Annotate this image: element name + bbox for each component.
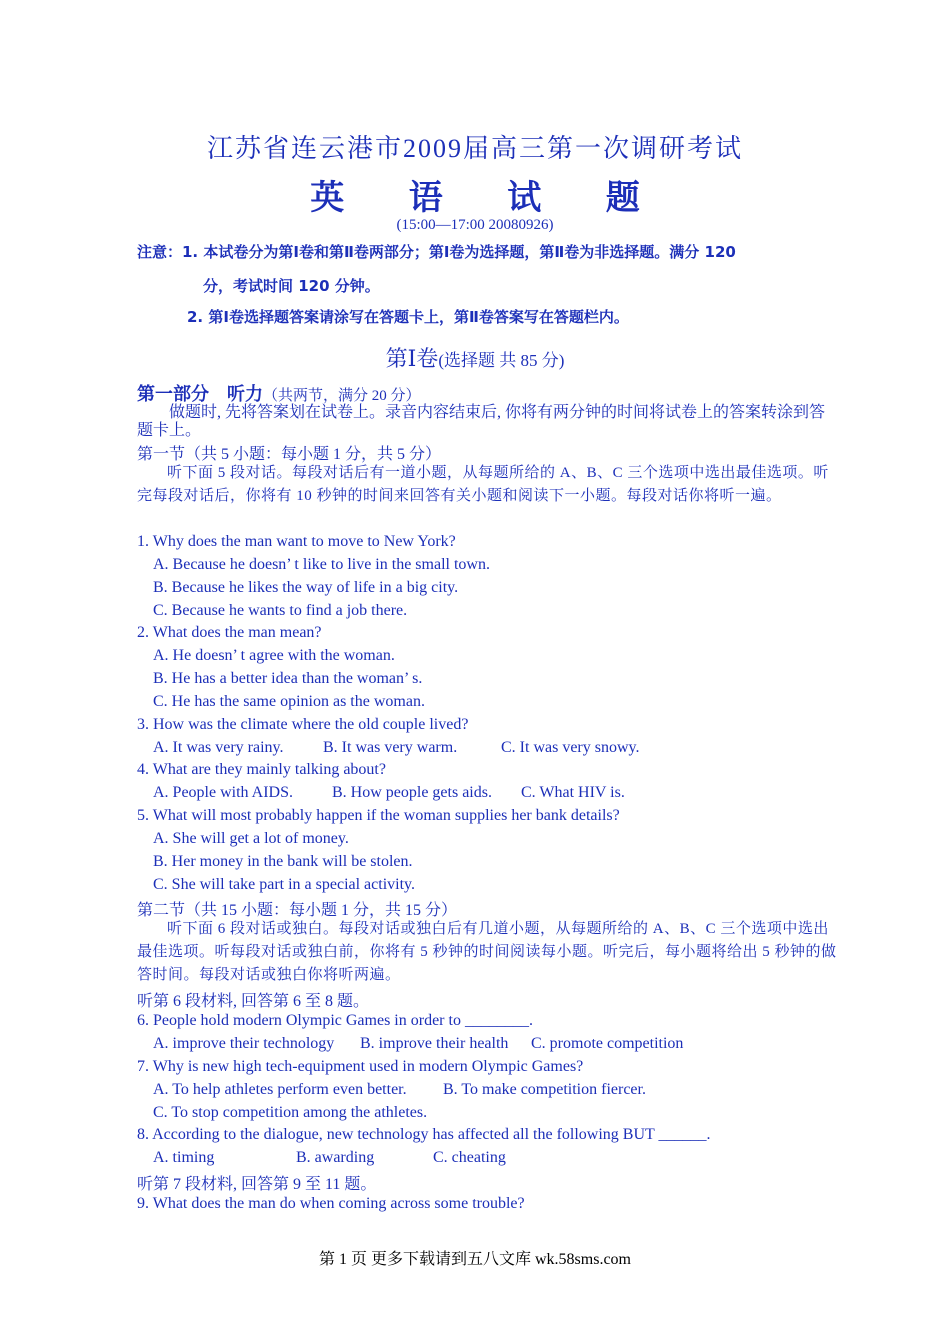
option-4c: C. What HIV is.	[521, 784, 625, 801]
option-2b: B. He has a better idea than the woman’ s.	[153, 670, 423, 687]
question-1: 1. Why does the man want to move to New York?	[137, 533, 456, 550]
option-7a: A. To help athletes perform even better.	[153, 1081, 407, 1098]
option-5b: B. Her money in the bank will be stolen.	[153, 853, 413, 870]
option-1b: B. Because he likes the way of life in a big city.	[153, 579, 459, 596]
note-1-cont: 分，考试时间 120 分钟。	[203, 277, 380, 295]
option-2a: A. He doesn’ t agree with the woman.	[153, 647, 395, 664]
part1-sub: （共两节，满分 20 分）	[263, 388, 421, 404]
option-6c: C. promote competition	[531, 1035, 684, 1052]
option-1c: C. Because he wants to find a job there.	[153, 602, 408, 619]
volume-heading	[0, 342, 950, 373]
volume-label: 第Ⅰ卷	[385, 346, 439, 371]
option-7c: C. To stop competition among the athletes.	[153, 1104, 428, 1121]
option-1a: A. Because he doesn’ t like to live in the small town.	[153, 556, 490, 573]
exam-title: 江苏省连云港市2009届高三第一次调研考试	[206, 134, 743, 163]
option-3a: A. It was very rainy.	[153, 739, 284, 756]
option-8c: C. cheating	[433, 1149, 506, 1166]
option-4a: A. People with AIDS.	[153, 784, 293, 801]
option-7b: B. To make competition fiercer.	[443, 1081, 646, 1098]
option-3c: C. It was very snowy.	[501, 739, 640, 756]
section1-instructions: 听下面 5 段对话。每段对话后有一道小题，从每题所给的 A、B、C 三个选项中选出最佳选项。听完每段对话后，你将有 10 秒钟的时间来回答有关小题和阅读下一小题。每段对话你将听一遍。	[137, 465, 829, 504]
section2-instructions: 听下面 6 段对话或独白。每段对话或独白后有几道小题，从每题所给的 A、B、C 三个选项中选出最佳选项。听每段对话或独白前，你将有 5 秒钟的时间阅读每小题。听完后，每小题将给出 5 秒钟的做答时间。每段对话或独白你将听两遍。	[137, 921, 837, 983]
option-8b: B. awarding	[296, 1149, 375, 1166]
section2-title: 第二节（共 15 小题：每小题 1 分，共 15 分）	[137, 902, 458, 919]
question-3: 3. How was the climate where the old couple lived?	[137, 716, 469, 733]
option-3b: B. It was very warm.	[323, 739, 458, 756]
question-4: 4. What are they mainly talking about?	[137, 761, 386, 778]
page-footer: 第 1 页 更多下载请到五八文库 wk.58sms.com	[318, 1251, 631, 1268]
exam-time: (15:00—17:00 20080926)	[396, 217, 554, 233]
option-5a: A. She will get a lot of money.	[153, 830, 349, 847]
question-8: 8. According to the dialogue, new technology has affected all the following BUT ______.	[137, 1126, 711, 1143]
part1-heading	[137, 380, 421, 406]
part1-title: 第一部分 听力	[137, 384, 263, 405]
note-2: 2. 第Ⅰ卷选择题答案请涂写在答题卡上，第Ⅱ卷答案写在答题栏内。	[187, 308, 629, 326]
material-6-note: 听第 6 段材料, 回答第 6 至 8 题。	[137, 993, 370, 1010]
section1-title: 第一节（共 5 小题：每小题 1 分，共 5 分）	[137, 446, 442, 463]
material-7-note: 听第 7 段材料, 回答第 9 至 11 题。	[137, 1176, 377, 1193]
option-4b: B. How people gets aids.	[332, 784, 492, 801]
part1-intro: 做题时, 先将答案划在试卷上。录音内容结束后, 你将有两分钟的时间将试卷上的答案转涂到答题卡上。	[137, 404, 826, 439]
question-2: 2. What does the man mean?	[137, 624, 322, 641]
option-2c: C. He has the same opinion as the woman.	[153, 693, 425, 710]
question-6: 6. People hold modern Olympic Games in order to ________.	[137, 1012, 533, 1029]
subject-title: 英 语 试 题	[310, 180, 668, 217]
question-5: 5. What will most probably happen if the woman supplies her bank details?	[137, 807, 620, 824]
option-6b: B. improve their health	[360, 1035, 509, 1052]
question-9: 9. What does the man do when coming across some trouble?	[137, 1195, 525, 1212]
question-7: 7. Why is new high tech-equipment used in modern Olympic Games?	[137, 1058, 584, 1075]
option-5c: C. She will take part in a special activity.	[153, 876, 415, 893]
option-8a: A. timing	[153, 1149, 215, 1166]
note-1: 注意：1. 本试卷分为第Ⅰ卷和第Ⅱ卷两部分；第Ⅰ卷为选择题，第Ⅱ卷为非选择题。满分 120	[137, 243, 736, 261]
option-6a: A. improve their technology	[153, 1035, 335, 1052]
volume-sub: (选择题 共 85 分)	[438, 351, 565, 370]
